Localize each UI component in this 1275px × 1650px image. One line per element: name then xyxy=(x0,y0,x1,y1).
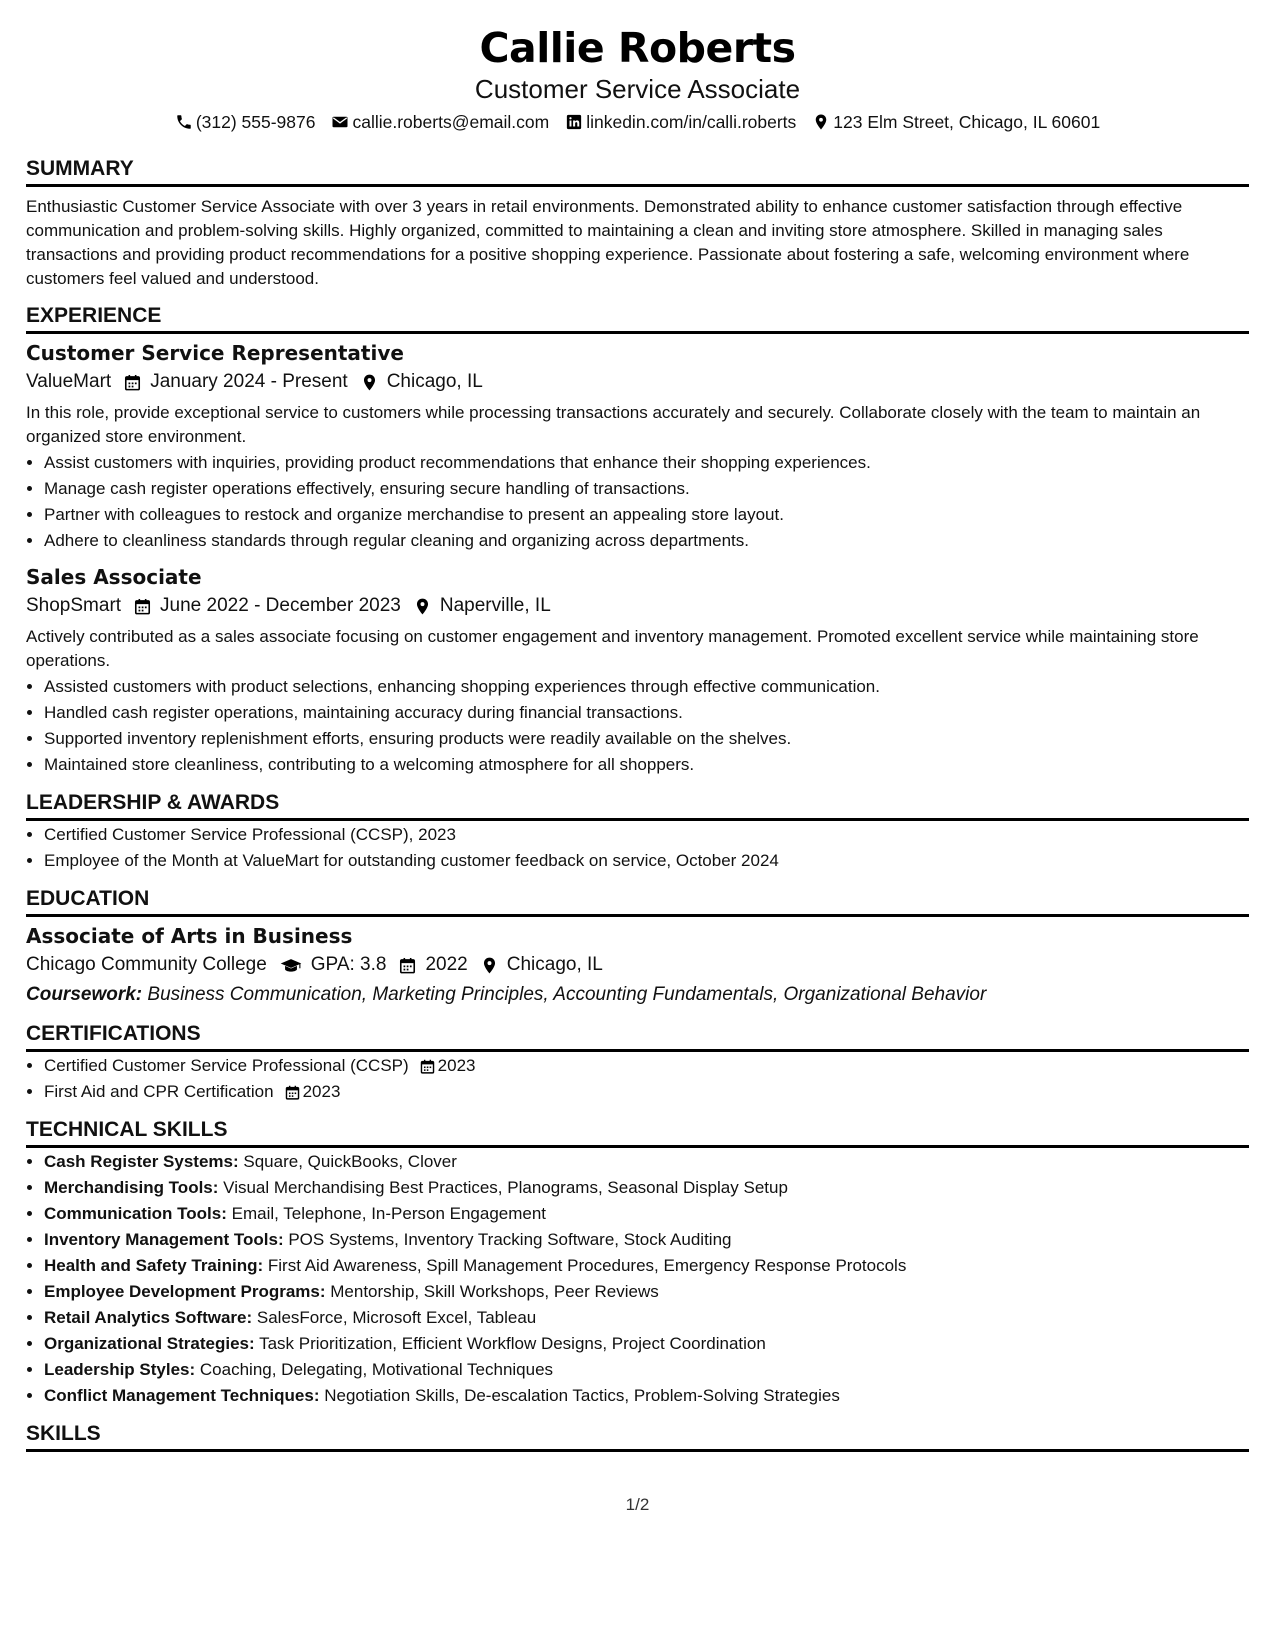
job-entry xyxy=(26,340,1249,554)
job-description: Actively contributed as a sales associate focusing on customer engagement and inventory management. Promoted excellent service while maintaining store operations. xyxy=(26,627,1199,670)
calendar-icon xyxy=(419,1058,436,1075)
job-dates: June 2022 - December 2023 xyxy=(160,595,401,616)
list-item: • Assisted customers with product selections, enhancing shopping experiences through effective communication. xyxy=(44,674,1249,700)
skill-label: Merchandising Tools: xyxy=(44,1178,219,1197)
list-item: • Assist customers with inquiries, providing product recommendations that enhance their shopping experiences. xyxy=(44,450,1249,476)
job-company-wrap xyxy=(26,592,121,620)
job-bullets xyxy=(26,450,1249,554)
leadership-section xyxy=(26,790,1249,874)
map-pin-icon xyxy=(480,956,499,975)
degree-title: Associate of Arts in Business xyxy=(26,924,353,948)
contact-address-text: 123 Elm Street, Chicago, IL 60601 xyxy=(833,112,1101,132)
candidate-name: Callie Roberts xyxy=(479,24,796,72)
cert-year-wrap xyxy=(284,1079,341,1105)
job-dates-wrap xyxy=(133,592,401,620)
list-item xyxy=(44,1357,1249,1383)
technical-skills-list xyxy=(26,1149,1249,1409)
summary-section xyxy=(26,156,1249,291)
coursework-text: Business Communication, Marketing Principles, Accounting Fundamentals, Organizational Behavior xyxy=(147,984,987,1005)
linkedin-icon xyxy=(565,113,583,131)
list-item xyxy=(44,1149,1249,1175)
resume-header xyxy=(26,24,1249,134)
map-pin-icon xyxy=(360,373,379,392)
job-title: Sales Associate xyxy=(26,565,202,589)
skill-label: Inventory Management Tools: xyxy=(44,1230,284,1249)
calendar-icon xyxy=(398,956,417,975)
skill-label: Organizational Strategies: xyxy=(44,1334,255,1353)
cert-name: • First Aid and CPR Certification xyxy=(44,1082,274,1101)
skill-label: Employee Development Programs: xyxy=(44,1282,326,1301)
calendar-icon xyxy=(133,597,152,616)
cert-row xyxy=(44,1053,476,1079)
skill-label: Cash Register Systems: xyxy=(44,1152,239,1171)
cert-name: • Certified Customer Service Professional (CCSP) xyxy=(44,1056,409,1075)
list-item xyxy=(44,1305,1249,1331)
contact-email-text: callie.roberts@email.com xyxy=(352,112,550,132)
skill-value: POS Systems, Inventory Tracking Software, Stock Auditing xyxy=(288,1230,732,1249)
graduation-cap-icon xyxy=(279,956,303,975)
education-heading: EDUCATION xyxy=(26,886,1249,917)
certifications-section xyxy=(26,1021,1249,1105)
edu-year-wrap xyxy=(398,951,467,979)
job-meta xyxy=(26,592,1249,620)
list-item: • Supported inventory replenishment efforts, ensuring products were readily available on the shelves. xyxy=(44,726,1249,752)
contact-phone[interactable] xyxy=(175,110,316,134)
list-item xyxy=(44,1227,1249,1253)
job-description: In this role, provide exceptional service to customers while processing transactions accurately and securely. Collaborate closely with the team to maintain an organized store environment. xyxy=(26,403,1201,446)
technical-skills-heading: TECHNICAL SKILLS xyxy=(26,1117,1249,1148)
skill-value: Mentorship, Skill Workshops, Peer Reviews xyxy=(330,1282,659,1301)
skills-section xyxy=(26,1421,1249,1452)
gpa-wrap xyxy=(279,951,387,979)
list-item xyxy=(44,1279,1249,1305)
list-item: • Manage cash register operations effectively, ensuring secure handling of transactions. xyxy=(44,476,1249,502)
job-location: Naperville, IL xyxy=(439,595,551,616)
phone-icon xyxy=(175,113,193,131)
leadership-heading: LEADERSHIP & AWARDS xyxy=(26,790,1249,821)
map-pin-icon xyxy=(413,597,432,616)
cert-year-wrap xyxy=(419,1053,476,1079)
list-item: • Certified Customer Service Professional (CCSP), 2023 xyxy=(44,822,1249,848)
skill-value: Square, QuickBooks, Clover xyxy=(243,1152,457,1171)
education-year: 2022 xyxy=(425,954,468,975)
job-company-wrap xyxy=(26,368,111,396)
cert-year: 2023 xyxy=(302,1082,341,1101)
envelope-icon xyxy=(331,113,349,131)
list-item xyxy=(44,1053,1249,1079)
skill-label: Communication Tools: xyxy=(44,1204,227,1223)
list-item: • Handled cash register operations, maintaining accuracy during financial transactions. xyxy=(44,700,1249,726)
list-item xyxy=(44,1175,1249,1201)
candidate-role: Customer Service Associate xyxy=(474,74,801,104)
job-company: ShopSmart xyxy=(26,595,122,616)
skill-value: Negotiation Skills, De-escalation Tactics, Problem-Solving Strategies xyxy=(324,1386,840,1405)
experience-section xyxy=(26,303,1249,778)
list-item: • Partner with colleagues to restock and organize merchandise to present an appealing store layout. xyxy=(44,502,1249,528)
school-wrap xyxy=(26,951,267,979)
job-location-wrap xyxy=(360,368,483,396)
cert-row xyxy=(44,1079,340,1105)
skill-label: Retail Analytics Software: xyxy=(44,1308,253,1327)
job-location: Chicago, IL xyxy=(386,371,483,392)
gpa-text: GPA: 3.8 xyxy=(310,954,387,975)
job-dates-wrap xyxy=(123,368,348,396)
job-location-wrap xyxy=(413,592,551,620)
list-item: • Maintained store cleanliness, contributing to a welcoming atmosphere for all shoppers. xyxy=(44,752,1249,778)
leadership-list xyxy=(26,822,1249,874)
list-item: • Employee of the Month at ValueMart for outstanding customer feedback on service, October 2024 xyxy=(44,848,1249,874)
skill-value: SalesForce, Microsoft Excel, Tableau xyxy=(256,1308,537,1327)
experience-heading: EXPERIENCE xyxy=(26,303,1249,334)
education-location: Chicago, IL xyxy=(506,954,603,975)
skill-value: Visual Merchandising Best Practices, Planograms, Seasonal Display Setup xyxy=(223,1178,788,1197)
skill-value: Coaching, Delegating, Motivational Techniques xyxy=(199,1360,554,1379)
coursework xyxy=(26,981,1249,1009)
contact-linkedin-text: linkedin.com/in/calli.roberts xyxy=(586,112,797,132)
job-meta xyxy=(26,368,1249,396)
cert-year: 2023 xyxy=(437,1056,476,1075)
contact-email[interactable] xyxy=(331,110,549,134)
skill-label: Conflict Management Techniques: xyxy=(44,1386,320,1405)
list-item: • Adhere to cleanliness standards through regular cleaning and organizing across departments. xyxy=(44,528,1249,554)
job-title: Customer Service Representative xyxy=(26,341,404,365)
school-name: Chicago Community College xyxy=(26,954,267,975)
list-item xyxy=(44,1201,1249,1227)
summary-heading: SUMMARY xyxy=(26,156,1249,187)
skills-heading: SKILLS xyxy=(26,1421,1249,1452)
contact-bar xyxy=(26,110,1249,134)
job-company: ValueMart xyxy=(26,371,112,392)
contact-linkedin[interactable] xyxy=(565,110,796,134)
calendar-icon xyxy=(123,373,142,392)
education-section xyxy=(26,886,1249,1009)
list-item xyxy=(44,1331,1249,1357)
certifications-heading: CERTIFICATIONS xyxy=(26,1021,1249,1052)
contact-address xyxy=(812,110,1100,134)
technical-skills-section xyxy=(26,1117,1249,1409)
skill-value: First Aid Awareness, Spill Management Procedures, Emergency Response Protocols xyxy=(267,1256,907,1275)
edu-location-wrap xyxy=(480,951,603,979)
list-item xyxy=(44,1079,1249,1105)
job-dates: January 2024 - Present xyxy=(150,371,348,392)
calendar-icon xyxy=(284,1084,301,1101)
coursework-label: Coursework: xyxy=(26,984,143,1005)
list-item xyxy=(44,1253,1249,1279)
skill-value: Email, Telephone, In-Person Engagement xyxy=(231,1204,547,1223)
list-item xyxy=(44,1383,1249,1409)
skill-label: Leadership Styles: xyxy=(44,1360,196,1379)
summary-text: Enthusiastic Customer Service Associate with over 3 years in retail environments. Demonstrated ability to enhance customer satisfaction through effective communication and problem-solving skills. Highly organized, committed to maintaining a clean and inviting store atmosphere. Skilled in managing sales transactions and providing product recommendations for a positive shopping experience. Passionate about fostering a safe, welcoming environment where customers feel valued and understood. xyxy=(26,197,1190,288)
education-meta xyxy=(26,951,1249,979)
page-number: 1/2 xyxy=(625,1495,650,1514)
certifications-list xyxy=(26,1053,1249,1105)
map-pin-icon xyxy=(812,113,830,131)
contact-phone-text: (312) 555-9876 xyxy=(195,112,316,132)
skill-label: Health and Safety Training: xyxy=(44,1256,264,1275)
job-entry xyxy=(26,564,1249,778)
skill-value: Task Prioritization, Efficient Workflow Designs, Project Coordination xyxy=(259,1334,766,1353)
job-bullets xyxy=(26,674,1249,778)
